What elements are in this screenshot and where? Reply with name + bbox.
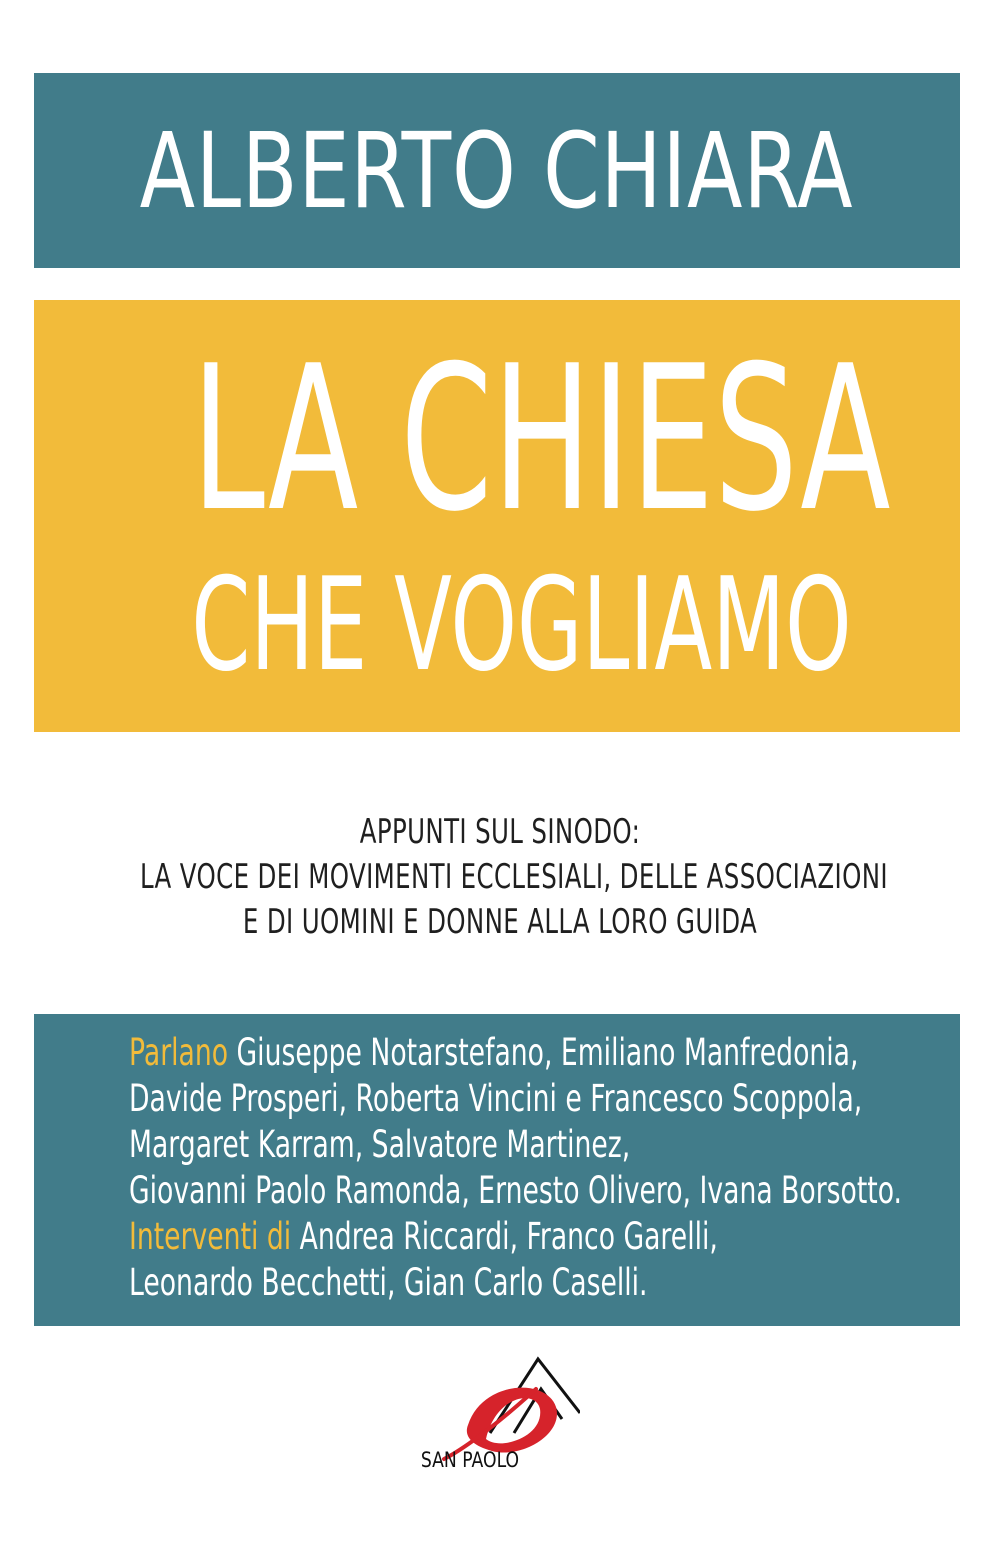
speakers-label: Parlano xyxy=(129,1031,229,1074)
speakers-names: Giuseppe Notarstefano, Emiliano Manfredonia, xyxy=(236,1031,859,1074)
author-name: ALBERTO CHIARA xyxy=(140,109,854,232)
credit-line: Margaret Karram, Salvatore Martinez, xyxy=(129,1123,631,1166)
credits-band xyxy=(34,1014,960,1326)
credit-line: Giovanni Paolo Ramonda, Ernesto Olivero, Ivana Borsotto. xyxy=(129,1169,903,1212)
credit-line: Davide Prosperi, Roberta Vincini e Francesco Scoppola, xyxy=(129,1077,863,1120)
author-band xyxy=(34,73,960,268)
title-band xyxy=(34,300,960,732)
title-line-2: CHE VOGLIAMO xyxy=(191,551,852,700)
contributions-label: Interventi di xyxy=(129,1215,292,1258)
credit-line: Leonardo Becchetti, Gian Carlo Caselli. xyxy=(129,1261,648,1304)
contributions-names: Andrea Riccardi, Franco Garelli, xyxy=(299,1215,718,1258)
subtitle-line: LA VOCE DEI MOVIMENTI ECCLESIALI, DELLE ASSOCIAZIONI xyxy=(140,857,888,897)
credit-line xyxy=(129,1214,777,1260)
logo-swoosh xyxy=(467,1388,557,1453)
subtitle-line: APPUNTI SUL SINODO: xyxy=(359,812,641,852)
subtitle xyxy=(0,810,1000,945)
title-line-1: LA CHIESA xyxy=(191,323,891,556)
subtitle-line: E DI UOMINI E DONNE ALLA LORO GUIDA xyxy=(242,902,758,942)
credits xyxy=(129,1030,1000,1306)
credit-line xyxy=(129,1030,859,1076)
publisher-name: SAN PAOLO xyxy=(420,1448,520,1472)
